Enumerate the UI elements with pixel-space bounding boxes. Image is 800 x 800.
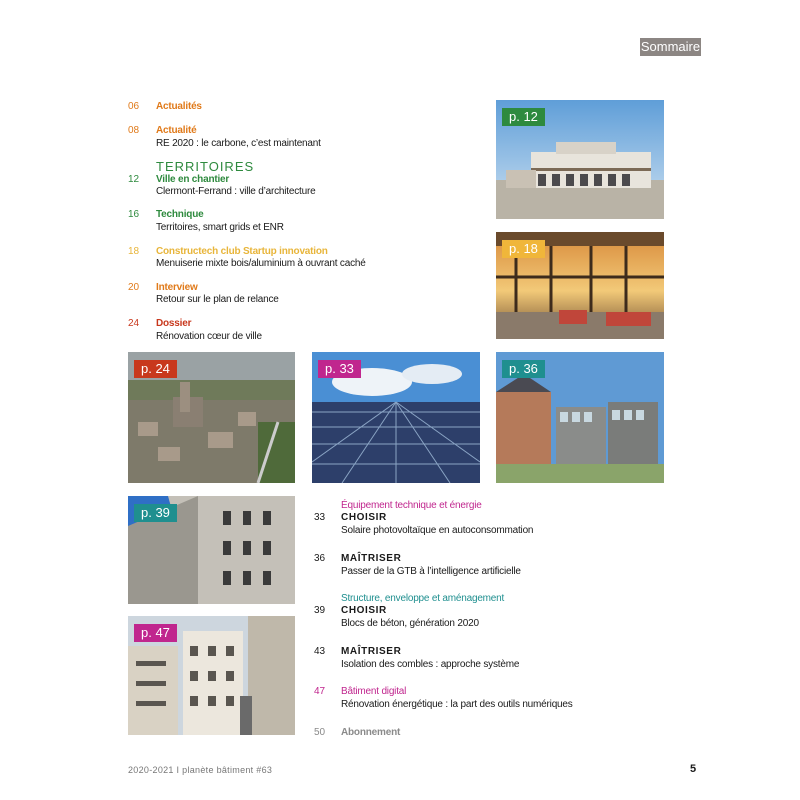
toc-title-constructech[interactable]: Constructech club Startup innovation: [156, 246, 328, 257]
toc-head-maitriser-36[interactable]: MAÎTRISER: [341, 553, 402, 564]
toc-title-actualite[interactable]: Actualité: [156, 125, 197, 136]
toc-sub-outils-numeriques: Rénovation énergétique : la part des outils numériques: [341, 699, 573, 710]
toc-title-dossier[interactable]: Dossier: [156, 318, 192, 329]
page-tag-p12: p. 12: [502, 108, 545, 126]
toc-num-33: 33: [314, 512, 326, 523]
toc-sub-renovation: Rénovation cœur de ville: [156, 331, 262, 342]
section-structure: Structure, enveloppe et aménagement: [341, 593, 505, 604]
footer-publication: 2020-2021 I planète bâtiment #63: [128, 765, 273, 775]
toc-title-ville-en-chantier[interactable]: Ville en chantier: [156, 174, 230, 185]
toc-num-24: 24: [128, 318, 140, 329]
toc-sub-isolation: Isolation des combles : approche système: [341, 659, 520, 670]
page-tag-p47: p. 47: [134, 624, 177, 642]
page-tag-p36: p. 36: [502, 360, 545, 378]
toc-num-08: 08: [128, 125, 140, 136]
toc-title-actualites[interactable]: Actualités: [156, 101, 202, 112]
toc-head-choisir-33[interactable]: CHOISIR: [341, 512, 387, 523]
toc-num-16: 16: [128, 209, 140, 220]
toc-sub-menuiserie: Menuiserie mixte bois/aluminium à ouvrant caché: [156, 258, 366, 269]
toc-head-maitriser-43[interactable]: MAÎTRISER: [341, 646, 402, 657]
page-tag-p18: p. 18: [502, 240, 545, 258]
toc-sub-blocs-beton: Blocs de béton, génération 2020: [341, 618, 479, 629]
solar-panels-photo[interactable]: [312, 352, 480, 483]
aerial-city-photo[interactable]: [128, 352, 295, 483]
toc-num-18: 18: [128, 246, 140, 257]
toc-sub-gtb: Passer de la GTB à l’intelligence artificielle: [341, 566, 521, 577]
section-equipement: Équipement technique et énergie: [341, 500, 482, 511]
page-number: 5: [690, 763, 697, 775]
toc-head-choisir-39[interactable]: CHOISIR: [341, 605, 387, 616]
toc-num-50: 50: [314, 727, 326, 738]
toc-title-technique[interactable]: Technique: [156, 209, 204, 220]
street-buildings-photo[interactable]: [128, 616, 295, 735]
toc-num-43: 43: [314, 646, 326, 657]
concrete-building-photo[interactable]: [128, 496, 295, 604]
toc-sub-re2020: RE 2020 : le carbone, c’est maintenant: [156, 138, 321, 149]
toc-num-39: 39: [314, 605, 326, 616]
toc-title-interview[interactable]: Interview: [156, 282, 198, 293]
toc-num-36: 36: [314, 553, 326, 564]
section-territoires: TERRITOIRES: [156, 159, 255, 174]
toc-title-batiment-digital[interactable]: Bâtiment digital: [341, 686, 407, 697]
sommaire-badge: Sommaire: [640, 39, 701, 54]
toc-sub-smart-grids: Territoires, smart grids et ENR: [156, 222, 284, 233]
toc-num-47: 47: [314, 686, 326, 697]
toc-sub-clermont: Clermont-Ferrand : ville d’architecture: [156, 186, 316, 197]
living-room-sunset-photo[interactable]: [496, 232, 664, 339]
toc-num-20: 20: [128, 282, 140, 293]
page-tag-p24: p. 24: [134, 360, 177, 378]
page-tag-p39: p. 39: [134, 504, 177, 522]
modern-building-photo[interactable]: [496, 352, 664, 483]
toc-num-06: 06: [128, 101, 140, 112]
toc-sub-solaire: Solaire photovoltaïque en autoconsommation: [341, 525, 534, 536]
page-tag-p33: p. 33: [318, 360, 361, 378]
toc-num-12: 12: [128, 174, 140, 185]
toc-title-abonnement[interactable]: Abonnement: [341, 727, 401, 738]
building-plaza-photo[interactable]: [496, 100, 664, 219]
toc-sub-plan-relance: Retour sur le plan de relance: [156, 294, 279, 305]
